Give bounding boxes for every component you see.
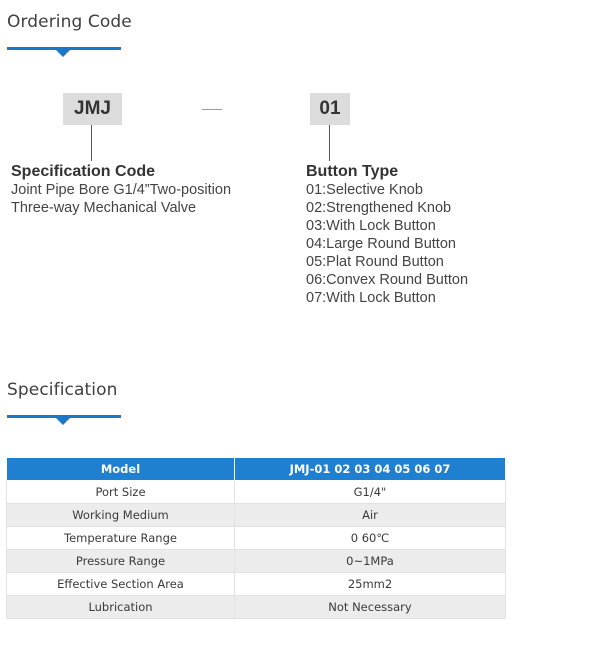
- button-type-item: 07:With Lock Button: [306, 290, 436, 306]
- button-type-item: 03:With Lock Button: [306, 218, 436, 234]
- specification-title: Specification: [7, 380, 118, 400]
- spec-code-heading: Specification Code: [11, 163, 156, 180]
- button-type-item: 06:Convex Round Button: [306, 272, 469, 288]
- specification-table: [6, 457, 506, 619]
- spec-code-description: [11, 181, 231, 217]
- table-row: [7, 550, 506, 573]
- table-row: [7, 504, 506, 527]
- spec-code-connector: [91, 125, 92, 161]
- table-cell-value: 0 60℃: [235, 527, 506, 550]
- table-header-row: [7, 458, 506, 481]
- table-cell-label: Temperature Range: [7, 527, 235, 550]
- table-cell-value: G1/4": [235, 481, 506, 504]
- table-row: [7, 596, 506, 619]
- table-cell-label: Pressure Range: [7, 550, 235, 573]
- table-cell-value: Air: [235, 504, 506, 527]
- table-header-cell: JMJ-01 02 03 04 05 06 07: [235, 458, 506, 481]
- table-cell-label: Lubrication: [7, 596, 235, 619]
- spec-code-line: Joint Pipe Bore G1/4”Two-position: [11, 182, 232, 198]
- button-type-heading: Button Type: [306, 163, 399, 180]
- table-cell-value: 25mm2: [235, 573, 506, 596]
- code-box-jmj: JMJ: [63, 93, 122, 125]
- ordering-code-caret-icon: [56, 50, 70, 57]
- button-type-item: 04:Large Round Button: [306, 236, 456, 252]
- table-row: [7, 481, 506, 504]
- table-cell-value: Not Necessary: [235, 596, 506, 619]
- specification-caret-icon: [56, 418, 70, 425]
- button-type-item: 05:Plat Round Button: [306, 254, 444, 270]
- table-row: [7, 527, 506, 550]
- table-cell-value: 0~1MPa: [235, 550, 506, 573]
- code-separator-dash: [202, 109, 222, 110]
- button-type-connector: [329, 125, 330, 161]
- table-header-cell: Model: [7, 458, 235, 481]
- button-type-item: 01:Selective Knob: [306, 182, 423, 198]
- spec-code-line: Three-way Mechanical Valve: [11, 200, 197, 216]
- button-type-list: [306, 181, 468, 307]
- ordering-code-title: Ordering Code: [7, 12, 132, 32]
- button-type-item: 02:Strengthened Knob: [306, 200, 452, 216]
- table-cell-label: Port Size: [7, 481, 235, 504]
- table-cell-label: Effective Section Area: [7, 573, 235, 596]
- table-row: [7, 573, 506, 596]
- table-cell-label: Working Medium: [7, 504, 235, 527]
- code-box-01: 01: [310, 93, 350, 125]
